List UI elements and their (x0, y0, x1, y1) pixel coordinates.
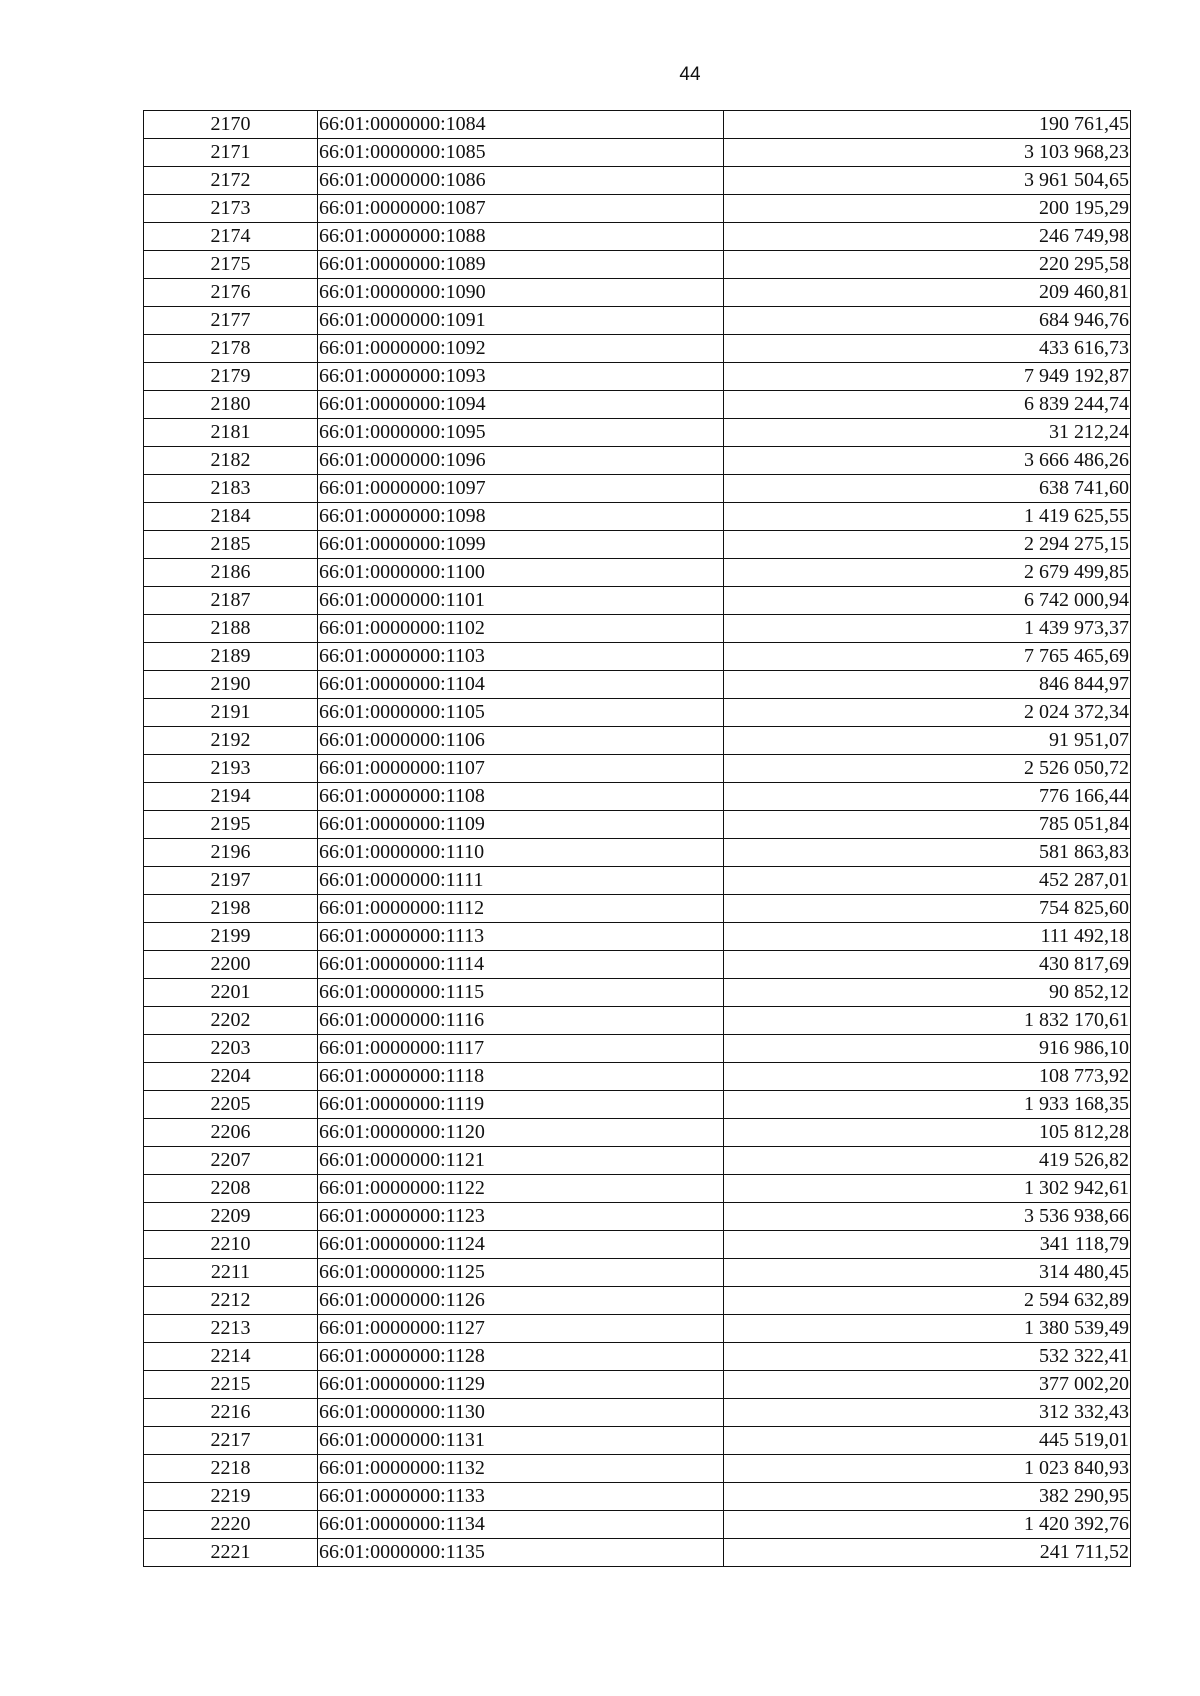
table-row (144, 167, 1131, 195)
table-row (144, 335, 1131, 363)
row-number-cell: 2184 (144, 503, 318, 531)
cadastral-value-cell: 916 986,10 (724, 1035, 1131, 1063)
cadastral-number-cell: 66:01:0000000:1113 (318, 923, 724, 951)
cadastral-value-cell: 684 946,76 (724, 307, 1131, 335)
row-number-cell: 2211 (144, 1259, 318, 1287)
row-number-cell: 2176 (144, 279, 318, 307)
cadastral-value-cell: 377 002,20 (724, 1371, 1131, 1399)
table-row (144, 951, 1131, 979)
cadastral-value-cell: 1 380 539,49 (724, 1315, 1131, 1343)
table-row (144, 1007, 1131, 1035)
cadastral-number-cell: 66:01:0000000:1084 (318, 111, 724, 139)
cadastral-value-cell: 581 863,83 (724, 839, 1131, 867)
cadastral-value-cell: 6 839 244,74 (724, 391, 1131, 419)
row-number-cell: 2203 (144, 1035, 318, 1063)
row-number-cell: 2213 (144, 1315, 318, 1343)
cadastral-value-cell: 190 761,45 (724, 111, 1131, 139)
table-row (144, 1119, 1131, 1147)
cadastral-number-cell: 66:01:0000000:1086 (318, 167, 724, 195)
cadastral-value-cell: 419 526,82 (724, 1147, 1131, 1175)
table-row (144, 531, 1131, 559)
cadastral-value-cell: 91 951,07 (724, 727, 1131, 755)
cadastral-number-cell: 66:01:0000000:1114 (318, 951, 724, 979)
table-row (144, 727, 1131, 755)
row-number-cell: 2177 (144, 307, 318, 335)
row-number-cell: 2217 (144, 1427, 318, 1455)
cadastral-number-cell: 66:01:0000000:1093 (318, 363, 724, 391)
row-number-cell: 2171 (144, 139, 318, 167)
row-number-cell: 2195 (144, 811, 318, 839)
table-row (144, 783, 1131, 811)
cadastral-value-cell: 312 332,43 (724, 1399, 1131, 1427)
table-body (144, 111, 1131, 1567)
table-row (144, 615, 1131, 643)
cadastral-number-cell: 66:01:0000000:1089 (318, 251, 724, 279)
cadastral-value-cell: 638 741,60 (724, 475, 1131, 503)
cadastral-value-cell: 1 832 170,61 (724, 1007, 1131, 1035)
table-row (144, 307, 1131, 335)
table-row (144, 1539, 1131, 1567)
table-row (144, 1483, 1131, 1511)
table-row (144, 1343, 1131, 1371)
cadastral-number-cell: 66:01:0000000:1100 (318, 559, 724, 587)
cadastral-number-cell: 66:01:0000000:1110 (318, 839, 724, 867)
cadastral-number-cell: 66:01:0000000:1109 (318, 811, 724, 839)
table-row (144, 1091, 1131, 1119)
table-row (144, 475, 1131, 503)
row-number-cell: 2210 (144, 1231, 318, 1259)
cadastral-value-cell: 2 679 499,85 (724, 559, 1131, 587)
cadastral-value-cell: 754 825,60 (724, 895, 1131, 923)
cadastral-number-cell: 66:01:0000000:1131 (318, 1427, 724, 1455)
cadastral-value-cell: 445 519,01 (724, 1427, 1131, 1455)
cadastral-number-cell: 66:01:0000000:1118 (318, 1063, 724, 1091)
row-number-cell: 2193 (144, 755, 318, 783)
table-row (144, 419, 1131, 447)
table-row (144, 447, 1131, 475)
cadastral-number-cell: 66:01:0000000:1111 (318, 867, 724, 895)
cadastral-number-cell: 66:01:0000000:1098 (318, 503, 724, 531)
row-number-cell: 2179 (144, 363, 318, 391)
row-number-cell: 2192 (144, 727, 318, 755)
cadastral-value-cell: 209 460,81 (724, 279, 1131, 307)
cadastral-number-cell: 66:01:0000000:1124 (318, 1231, 724, 1259)
cadastral-value-cell: 1 439 973,37 (724, 615, 1131, 643)
cadastral-number-cell: 66:01:0000000:1126 (318, 1287, 724, 1315)
row-number-cell: 2216 (144, 1399, 318, 1427)
cadastral-value-cell: 430 817,69 (724, 951, 1131, 979)
cadastral-value-cell: 2 024 372,34 (724, 699, 1131, 727)
row-number-cell: 2180 (144, 391, 318, 419)
cadastral-value-cell: 1 419 625,55 (724, 503, 1131, 531)
cadastral-number-cell: 66:01:0000000:1119 (318, 1091, 724, 1119)
table-row (144, 923, 1131, 951)
table-row (144, 979, 1131, 1007)
table-row (144, 643, 1131, 671)
cadastral-value-cell: 2 594 632,89 (724, 1287, 1131, 1315)
table-row (144, 671, 1131, 699)
table-row (144, 1035, 1131, 1063)
cadastral-number-cell: 66:01:0000000:1085 (318, 139, 724, 167)
cadastral-value-cell: 532 322,41 (724, 1343, 1131, 1371)
row-number-cell: 2209 (144, 1203, 318, 1231)
cadastral-value-cell: 785 051,84 (724, 811, 1131, 839)
table-row (144, 1371, 1131, 1399)
row-number-cell: 2205 (144, 1091, 318, 1119)
cadastral-value-cell: 7 765 465,69 (724, 643, 1131, 671)
table-row (144, 139, 1131, 167)
row-number-cell: 2183 (144, 475, 318, 503)
row-number-cell: 2173 (144, 195, 318, 223)
cadastral-number-cell: 66:01:0000000:1097 (318, 475, 724, 503)
row-number-cell: 2201 (144, 979, 318, 1007)
cadastral-number-cell: 66:01:0000000:1106 (318, 727, 724, 755)
cadastral-value-table (143, 110, 1131, 1567)
cadastral-value-cell: 382 290,95 (724, 1483, 1131, 1511)
cadastral-value-cell: 1 302 942,61 (724, 1175, 1131, 1203)
row-number-cell: 2204 (144, 1063, 318, 1091)
table-row (144, 587, 1131, 615)
row-number-cell: 2182 (144, 447, 318, 475)
cadastral-value-cell: 3 961 504,65 (724, 167, 1131, 195)
cadastral-value-cell: 314 480,45 (724, 1259, 1131, 1287)
cadastral-number-cell: 66:01:0000000:1115 (318, 979, 724, 1007)
cadastral-value-cell: 1 933 168,35 (724, 1091, 1131, 1119)
cadastral-value-cell: 7 949 192,87 (724, 363, 1131, 391)
row-number-cell: 2188 (144, 615, 318, 643)
cadastral-number-cell: 66:01:0000000:1132 (318, 1455, 724, 1483)
cadastral-value-cell: 6 742 000,94 (724, 587, 1131, 615)
row-number-cell: 2172 (144, 167, 318, 195)
table-row (144, 1231, 1131, 1259)
cadastral-number-cell: 66:01:0000000:1096 (318, 447, 724, 475)
table-row (144, 363, 1131, 391)
table-row (144, 1399, 1131, 1427)
page-number: 44 (679, 64, 701, 85)
cadastral-number-cell: 66:01:0000000:1091 (318, 307, 724, 335)
table-row (144, 1203, 1131, 1231)
cadastral-value-cell: 3 103 968,23 (724, 139, 1131, 167)
row-number-cell: 2170 (144, 111, 318, 139)
cadastral-value-cell: 3 666 486,26 (724, 447, 1131, 475)
row-number-cell: 2185 (144, 531, 318, 559)
cadastral-value-cell: 90 852,12 (724, 979, 1131, 1007)
cadastral-number-cell: 66:01:0000000:1129 (318, 1371, 724, 1399)
row-number-cell: 2220 (144, 1511, 318, 1539)
table-row (144, 1175, 1131, 1203)
cadastral-value-cell: 3 536 938,66 (724, 1203, 1131, 1231)
row-number-cell: 2200 (144, 951, 318, 979)
cadastral-value-cell: 105 812,28 (724, 1119, 1131, 1147)
cadastral-number-cell: 66:01:0000000:1112 (318, 895, 724, 923)
cadastral-value-cell: 108 773,92 (724, 1063, 1131, 1091)
cadastral-number-cell: 66:01:0000000:1116 (318, 1007, 724, 1035)
table-row (144, 279, 1131, 307)
cadastral-number-cell: 66:01:0000000:1095 (318, 419, 724, 447)
cadastral-number-cell: 66:01:0000000:1103 (318, 643, 724, 671)
row-number-cell: 2202 (144, 1007, 318, 1035)
row-number-cell: 2197 (144, 867, 318, 895)
cadastral-number-cell: 66:01:0000000:1133 (318, 1483, 724, 1511)
row-number-cell: 2190 (144, 671, 318, 699)
table-row (144, 111, 1131, 139)
cadastral-value-cell: 31 212,24 (724, 419, 1131, 447)
table-row (144, 895, 1131, 923)
cadastral-number-cell: 66:01:0000000:1102 (318, 615, 724, 643)
table-row (144, 1147, 1131, 1175)
cadastral-number-cell: 66:01:0000000:1123 (318, 1203, 724, 1231)
row-number-cell: 2206 (144, 1119, 318, 1147)
cadastral-value-cell: 846 844,97 (724, 671, 1131, 699)
row-number-cell: 2214 (144, 1343, 318, 1371)
cadastral-number-cell: 66:01:0000000:1117 (318, 1035, 724, 1063)
table-row (144, 1427, 1131, 1455)
cadastral-number-cell: 66:01:0000000:1094 (318, 391, 724, 419)
row-number-cell: 2187 (144, 587, 318, 615)
row-number-cell: 2189 (144, 643, 318, 671)
cadastral-number-cell: 66:01:0000000:1122 (318, 1175, 724, 1203)
cadastral-value-cell: 776 166,44 (724, 783, 1131, 811)
cadastral-number-cell: 66:01:0000000:1088 (318, 223, 724, 251)
cadastral-value-cell: 200 195,29 (724, 195, 1131, 223)
cadastral-value-cell: 111 492,18 (724, 923, 1131, 951)
table-row (144, 195, 1131, 223)
row-number-cell: 2181 (144, 419, 318, 447)
cadastral-number-cell: 66:01:0000000:1130 (318, 1399, 724, 1427)
cadastral-value-cell: 220 295,58 (724, 251, 1131, 279)
cadastral-value-cell: 341 118,79 (724, 1231, 1131, 1259)
cadastral-value-cell: 2 294 275,15 (724, 531, 1131, 559)
row-number-cell: 2212 (144, 1287, 318, 1315)
row-number-cell: 2215 (144, 1371, 318, 1399)
cadastral-number-cell: 66:01:0000000:1121 (318, 1147, 724, 1175)
table-row (144, 559, 1131, 587)
cadastral-number-cell: 66:01:0000000:1087 (318, 195, 724, 223)
table-row (144, 699, 1131, 727)
row-number-cell: 2191 (144, 699, 318, 727)
table-row (144, 1511, 1131, 1539)
cadastral-number-cell: 66:01:0000000:1120 (318, 1119, 724, 1147)
cadastral-value-cell: 433 616,73 (724, 335, 1131, 363)
table-row (144, 867, 1131, 895)
table-row (144, 1455, 1131, 1483)
table-row (144, 223, 1131, 251)
cadastral-number-cell: 66:01:0000000:1135 (318, 1539, 724, 1567)
cadastral-number-cell: 66:01:0000000:1127 (318, 1315, 724, 1343)
row-number-cell: 2174 (144, 223, 318, 251)
row-number-cell: 2198 (144, 895, 318, 923)
row-number-cell: 2199 (144, 923, 318, 951)
row-number-cell: 2175 (144, 251, 318, 279)
cadastral-number-cell: 66:01:0000000:1092 (318, 335, 724, 363)
table-row (144, 755, 1131, 783)
cadastral-value-cell: 2 526 050,72 (724, 755, 1131, 783)
cadastral-value-cell: 1 420 392,76 (724, 1511, 1131, 1539)
table-row (144, 1315, 1131, 1343)
table-row (144, 811, 1131, 839)
row-number-cell: 2219 (144, 1483, 318, 1511)
cadastral-value-cell: 241 711,52 (724, 1539, 1131, 1567)
table-row (144, 1259, 1131, 1287)
cadastral-number-cell: 66:01:0000000:1125 (318, 1259, 724, 1287)
cadastral-value-cell: 1 023 840,93 (724, 1455, 1131, 1483)
cadastral-number-cell: 66:01:0000000:1108 (318, 783, 724, 811)
cadastral-number-cell: 66:01:0000000:1090 (318, 279, 724, 307)
row-number-cell: 2178 (144, 335, 318, 363)
cadastral-value-cell: 246 749,98 (724, 223, 1131, 251)
row-number-cell: 2186 (144, 559, 318, 587)
table-row (144, 503, 1131, 531)
row-number-cell: 2208 (144, 1175, 318, 1203)
table-row (144, 1287, 1131, 1315)
table-row (144, 251, 1131, 279)
cadastral-number-cell: 66:01:0000000:1101 (318, 587, 724, 615)
cadastral-number-cell: 66:01:0000000:1107 (318, 755, 724, 783)
row-number-cell: 2207 (144, 1147, 318, 1175)
row-number-cell: 2194 (144, 783, 318, 811)
cadastral-number-cell: 66:01:0000000:1134 (318, 1511, 724, 1539)
table-row (144, 839, 1131, 867)
cadastral-number-cell: 66:01:0000000:1104 (318, 671, 724, 699)
cadastral-number-cell: 66:01:0000000:1105 (318, 699, 724, 727)
table-row (144, 391, 1131, 419)
row-number-cell: 2218 (144, 1455, 318, 1483)
table-row (144, 1063, 1131, 1091)
cadastral-value-cell: 452 287,01 (724, 867, 1131, 895)
row-number-cell: 2221 (144, 1539, 318, 1567)
cadastral-number-cell: 66:01:0000000:1128 (318, 1343, 724, 1371)
row-number-cell: 2196 (144, 839, 318, 867)
cadastral-number-cell: 66:01:0000000:1099 (318, 531, 724, 559)
